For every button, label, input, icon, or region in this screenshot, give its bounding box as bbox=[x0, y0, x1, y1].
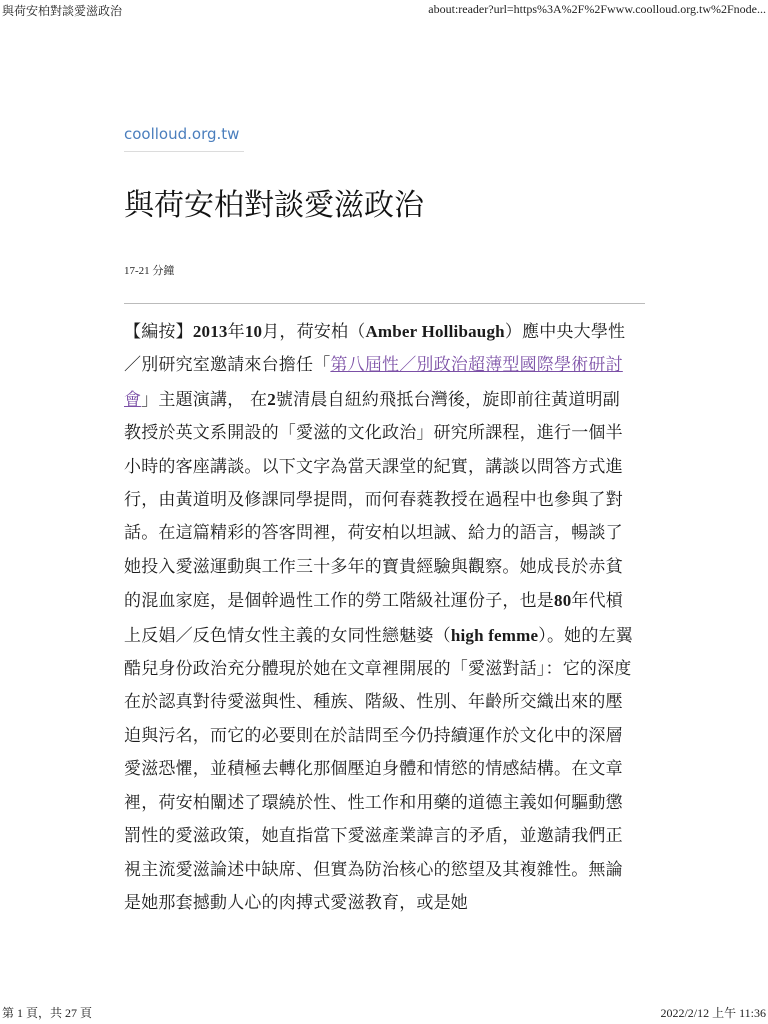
text-segment: ）。她的左翼酷兒身份政治充分體現於她在文章裡開展的「愛滋對話」：它的深度在於認真對待愛滋與性、種族、階級、性別、年齡所交織出來的壓迫與污名，而它的必要則在於詰問至今仍持續運作於文化中的深層愛滋恐懼，並積極去轉化那個壓迫身體和情慾的情感結構。在文章裡，荷安柏闡述了環繞於性、性工作和用藥的道德主義如何驅動懲罰性的愛滋政策，她直指當下愛滋產業諱言的矛盾，並邀請我們正視主流愛滋論述中缺席、但實為防治核心的慾望及其複雜性。無論是她那套撼動人心的肉搏式愛滋教育，或是她 bbox=[124, 625, 633, 913]
text-segment: 月，荷安柏（ bbox=[262, 322, 366, 342]
speaker-name: Amber Hollibaugh bbox=[365, 322, 505, 341]
decade-number: 80 bbox=[554, 591, 572, 611]
article-body bbox=[124, 315, 636, 975]
text-segment: 年 bbox=[227, 322, 245, 342]
print-footer bbox=[0, 1004, 768, 1020]
editor-note-tag: 【編按】 bbox=[124, 322, 193, 342]
print-header bbox=[0, 2, 768, 18]
date-number: 2 bbox=[267, 389, 276, 409]
reading-time: 17-21 分鐘 bbox=[124, 265, 175, 277]
month-number: 10 bbox=[244, 322, 263, 341]
reader-domain-container bbox=[124, 124, 244, 152]
header-divider bbox=[124, 303, 645, 304]
reader-domain-link[interactable]: coolloud.org.tw bbox=[124, 125, 240, 143]
print-header-url: about:reader?url=https%3A%2F%2Fwww.coolloud.org.tw%2Fnode... bbox=[428, 2, 766, 16]
print-header-title: 與荷安柏對談愛滋政治 bbox=[2, 4, 123, 18]
text-segment: 號清晨自紐約飛抵台灣後，旋即前往黃道明副教授於英文系開設的「愛滋的文化政治」研究所課程，進行一個半小時的客座講談。以下文字為當天課堂的紀實，講談以問答方式進行，由黃道明及修課同學提問，而何春蕤教授在過程中也參與了對話。在這篇精彩的答客問裡，荷安柏以坦誠、給力的語言，暢談了她投入愛滋運動與工作三十多年的寶貴經驗與觀察。她成長於赤貧的混血家庭，是個幹過性工作的勞工階級社運份子，也是 bbox=[124, 389, 623, 612]
text-segment: ）應中央大學性／別研究室邀請來台擔任「 bbox=[124, 322, 626, 376]
text-segment: 年代槓上反娼／反色情女性主義的女同性戀魅婆（ bbox=[124, 591, 624, 646]
latin-term: high femme bbox=[450, 625, 539, 645]
page-count: 第 1 頁，共 27 頁 bbox=[2, 1006, 93, 1020]
article-paragraph bbox=[124, 315, 636, 920]
conference-link[interactable]: 第八屆性／別政治超薄型國際學術研討會 bbox=[124, 355, 623, 410]
article-title: 與荷安柏對談愛滋政治 bbox=[124, 188, 424, 223]
year-number: 2013 bbox=[192, 322, 228, 341]
print-timestamp: 2022/2/12 上午 11:36 bbox=[660, 1006, 766, 1020]
text-segment: 」主題演講， 在 bbox=[141, 389, 268, 410]
